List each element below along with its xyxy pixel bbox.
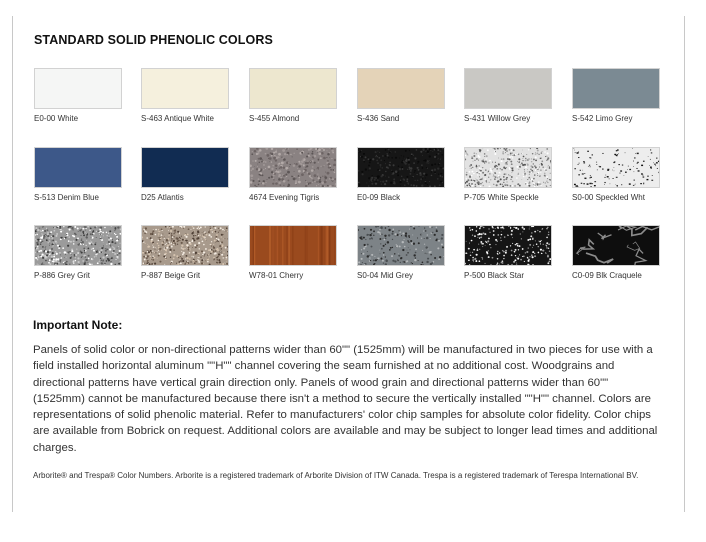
color-swatch-label: P-500 Black Star	[464, 271, 525, 280]
color-swatch-d25-atlantis	[141, 147, 229, 188]
color-swatch-label: S-455 Almond	[249, 114, 300, 123]
color-swatch-label: P-886 Grey Grit	[34, 271, 91, 280]
color-swatch-s-455-almond	[249, 68, 337, 109]
color-swatch-label: S0-04 Mid Grey	[357, 271, 414, 280]
color-swatch-s-513-denim-blue	[34, 147, 122, 188]
color-swatch-label: S-436 Sand	[357, 114, 400, 123]
color-swatch-label: E0-00 White	[34, 114, 79, 123]
color-swatch-label: W78-01 Cherry	[249, 271, 304, 280]
important-note-body: Panels of solid color or non-directional patterns wider than 60"" (1525mm) will be manufactured in two pieces for use with a field installed horizontal aluminum ""H"" channel covering the seam furnished at no additional cost. Woodgrains and directional patterns have vertical grain direction only. Panels of wood grain and directional patterns wider than 60"" (1525mm) cannot be manufactured because there isn't a method to secure the vertically installed ""H"" channel. Colors are representations of solid phenolic material. Refer to manufacturers' color chip samples for absolute color fidelity. Color chips are available from Bobrick on request. Additional colors are available and may be subject to longer lead times and additional charges.	[33, 344, 658, 454]
color-swatch-label: S-431 Willow Grey	[464, 114, 531, 123]
page-border-right	[684, 16, 685, 512]
color-swatch-p-705-white-speckle	[464, 147, 552, 188]
page-title: STANDARD SOLID PHENOLIC COLORS	[34, 33, 273, 47]
color-swatch-4674-evening-tigris	[249, 147, 337, 188]
color-swatch-c0-09-blk-craquele	[572, 225, 660, 266]
color-swatch-p-887-beige-grit	[141, 225, 229, 266]
color-swatch-p-500-black-star	[464, 225, 552, 266]
color-swatch-label: S-542 Limo Grey	[572, 114, 633, 123]
color-swatch-s-542-limo-grey	[572, 68, 660, 109]
color-swatch-label: S0-00 Speckled Wht	[572, 193, 645, 202]
color-swatch-p-886-grey-grit	[34, 225, 122, 266]
color-swatch-e0-00-white	[34, 68, 122, 109]
color-swatch-label: S-513 Denim Blue	[34, 193, 99, 202]
page-border-left	[12, 16, 13, 512]
color-swatch-w78-01-cherry	[249, 225, 337, 266]
color-swatch-label: 4674 Evening Tigris	[249, 193, 320, 202]
color-swatch-e0-09-black	[357, 147, 445, 188]
color-swatch-label: D25 Atlantis	[141, 193, 184, 202]
color-swatch-s0-04-mid-grey	[357, 225, 445, 266]
color-swatch-s-431-willow-grey	[464, 68, 552, 109]
color-swatch-label: P-705 White Speckle	[464, 193, 539, 202]
color-swatch-label: S-463 Antique White	[141, 114, 214, 123]
color-swatch-s-436-sand	[357, 68, 445, 109]
color-swatch-s0-00-speckled-wht	[572, 147, 660, 188]
color-swatch-s-463-antique-white	[141, 68, 229, 109]
trademark-footnote: Arborite® and Trespa® Color Numbers. Arborite is a registered trademark of Arborite Division of ITW Canada. Trespa is a registered trademark of Terespa International BV.	[33, 471, 639, 480]
important-note-heading: Important Note:	[33, 318, 123, 332]
color-swatch-label: C0-09 Blk Craquele	[572, 271, 642, 280]
color-swatch-label: P-887 Beige Grit	[141, 271, 201, 280]
color-swatch-label: E0-09 Black	[357, 193, 401, 202]
